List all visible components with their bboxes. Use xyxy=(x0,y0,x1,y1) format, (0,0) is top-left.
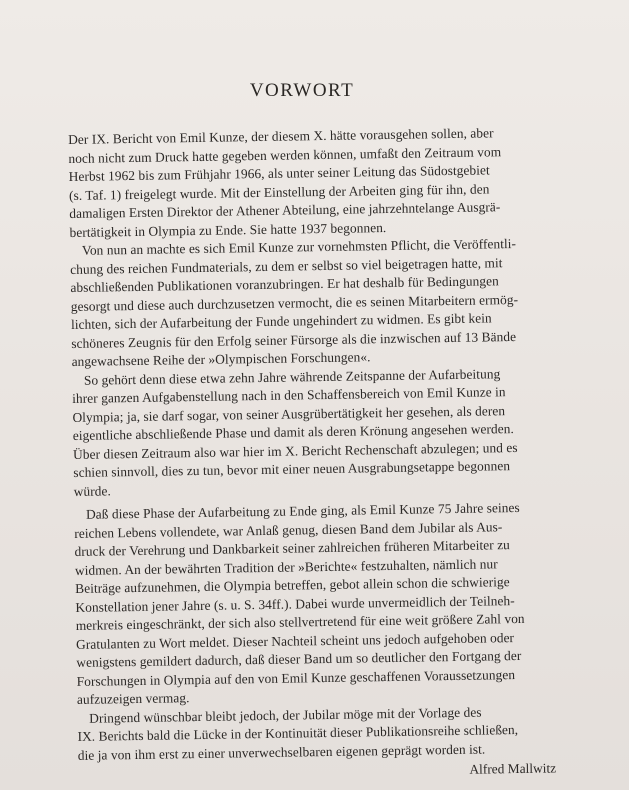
text-line: (s. Taf. 1) freigelegt wurde. Mit der Einstellung der Arbeiten ging für ihn, den xyxy=(68,180,490,203)
text-line: die ja von ihm erst zu einer unverwechselbaren eigenen geprägt worden ist. xyxy=(77,741,486,763)
page-title: VORWORT xyxy=(249,80,355,101)
text-line: lichten, sich der Aufarbeitung der Funde ungehindert zu widmen. Es gibt kein xyxy=(70,310,492,332)
text-line: Dringend wünschbar bleibt jedoch, der Jubilar möge mit der Vorlage des xyxy=(89,704,482,726)
text-line: schien sinnvoll, dies zu tun, bevor mit einer neuen Ausgrabungsetappe begonnen xyxy=(73,458,511,480)
text-line: angewachsene Reihe der »Olympischen Forschungen«. xyxy=(71,349,371,369)
text-line: widmen. An der bewährten Tradition der »Berichte« festzuhalten, nämlich nur xyxy=(74,555,498,578)
paragraph xyxy=(68,123,552,242)
foreword-text xyxy=(68,123,560,785)
text-line: damaligen Ersten Direktor der Athener Abteilung, eine jahrzehntelange Ausgrä- xyxy=(69,199,501,221)
text-line: ihrer ganzen Aufgabenstellung nach in den Schaffensbereich von Emil Kunze in xyxy=(72,384,506,406)
text-line: IX. Berichts bald die Lücke in der Kontinuität dieser Publikationsreihe schließen, xyxy=(77,722,519,744)
text-line: Gratulanten zu Wort meldet. Dieser Nachteil scheint uns jedoch aufgehoben oder xyxy=(75,629,515,652)
text-line: Olympia; ja, sie darf sogar, von seiner Ausgrübertätigkeit her gesehen, als deren xyxy=(72,402,506,425)
text-line: Konstellation jener Jahre (s. u. S. 34ff.). Dabei wurde unvermeidlich der Teilneh- xyxy=(75,592,515,615)
paragraph xyxy=(74,498,559,709)
paragraph xyxy=(77,702,560,765)
text-line: Forschungen in Olympia auf den von Emil Kunze geschaffenen Voraussetzungen xyxy=(76,666,516,689)
text-line: noch nicht zum Druck hatte gegeben werden können, umfaßt den Zeitraum vom xyxy=(68,143,502,166)
text-line: chung des reichen Fundmaterials, zu dem er selbst so viel beigetragen hatte, mit xyxy=(70,254,503,277)
text-line: bertätigkeit in Olympia zu Ende. Sie hatte 1937 begonnen. xyxy=(69,219,387,240)
author-signature: Alfred Mallwitz xyxy=(469,760,557,777)
text-line: schöneres Zeugnis für den Erfolg seiner Fürsorge als die inzwischen auf 13 Bände xyxy=(71,328,517,351)
text-line: wenigstens gemildert dadurch, daß dieser Band um so deutlicher den Fortgang der xyxy=(76,647,522,670)
text-line: merkreis eingeschränkt, der sich also stellvertretend für eine weit größere Zahl von xyxy=(75,610,525,633)
text-line: abschließenden Publikationen voranzubringen. Er hat deshalb für Bedingungen xyxy=(70,273,499,295)
text-line: Von nun an machte es sich Emil Kunze zur vornehmsten Pflicht, die Veröffentli- xyxy=(81,235,517,258)
text-line: reichen Lebens vollendete, war Anlaß genug, diesen Band dem Jubilar als Aus- xyxy=(74,518,503,541)
text-line: druck der Verehrung und Dankbarkeit seiner zahlreichen früheren Mitarbeiter zu xyxy=(74,537,510,559)
text-line: Der IX. Bericht von Emil Kunze, der diesem X. hätte vorausgehen sollen, aber xyxy=(68,125,494,147)
text-line: eigentliche abschließende Phase und damit als deren Krönung angesehen werden. xyxy=(72,421,514,443)
text-line: Herbst 1962 bis zum Frühjahr 1966, als unter seiner Leitung das Südostgebiet xyxy=(68,162,490,184)
text-line: gesorgt und diese auch durchzusetzen vermocht, die es seinen Mitarbeitern ermög- xyxy=(70,291,519,314)
text-line: Beiträge aufzunehmen, die Olympia betreffen, gebot allein schon die schwierige xyxy=(75,574,510,596)
paragraph xyxy=(70,234,554,371)
text-line: Daß diese Phase der Aufarbeitung zu Ende ging, als Emil Kunze 75 Jahre seines xyxy=(85,499,520,522)
text-line: Über diesen Zeitraum also war hier im X. Bericht Rechenschaft abzulegen; und es xyxy=(72,439,518,462)
paragraph xyxy=(72,364,556,501)
text-line: aufzuzeigen vermag. xyxy=(76,690,190,707)
text-line: So gehört denn diese etwa zehn Jahre währende Zeitspanne der Aufarbeitung xyxy=(83,365,501,388)
text-line: würde. xyxy=(73,482,111,499)
